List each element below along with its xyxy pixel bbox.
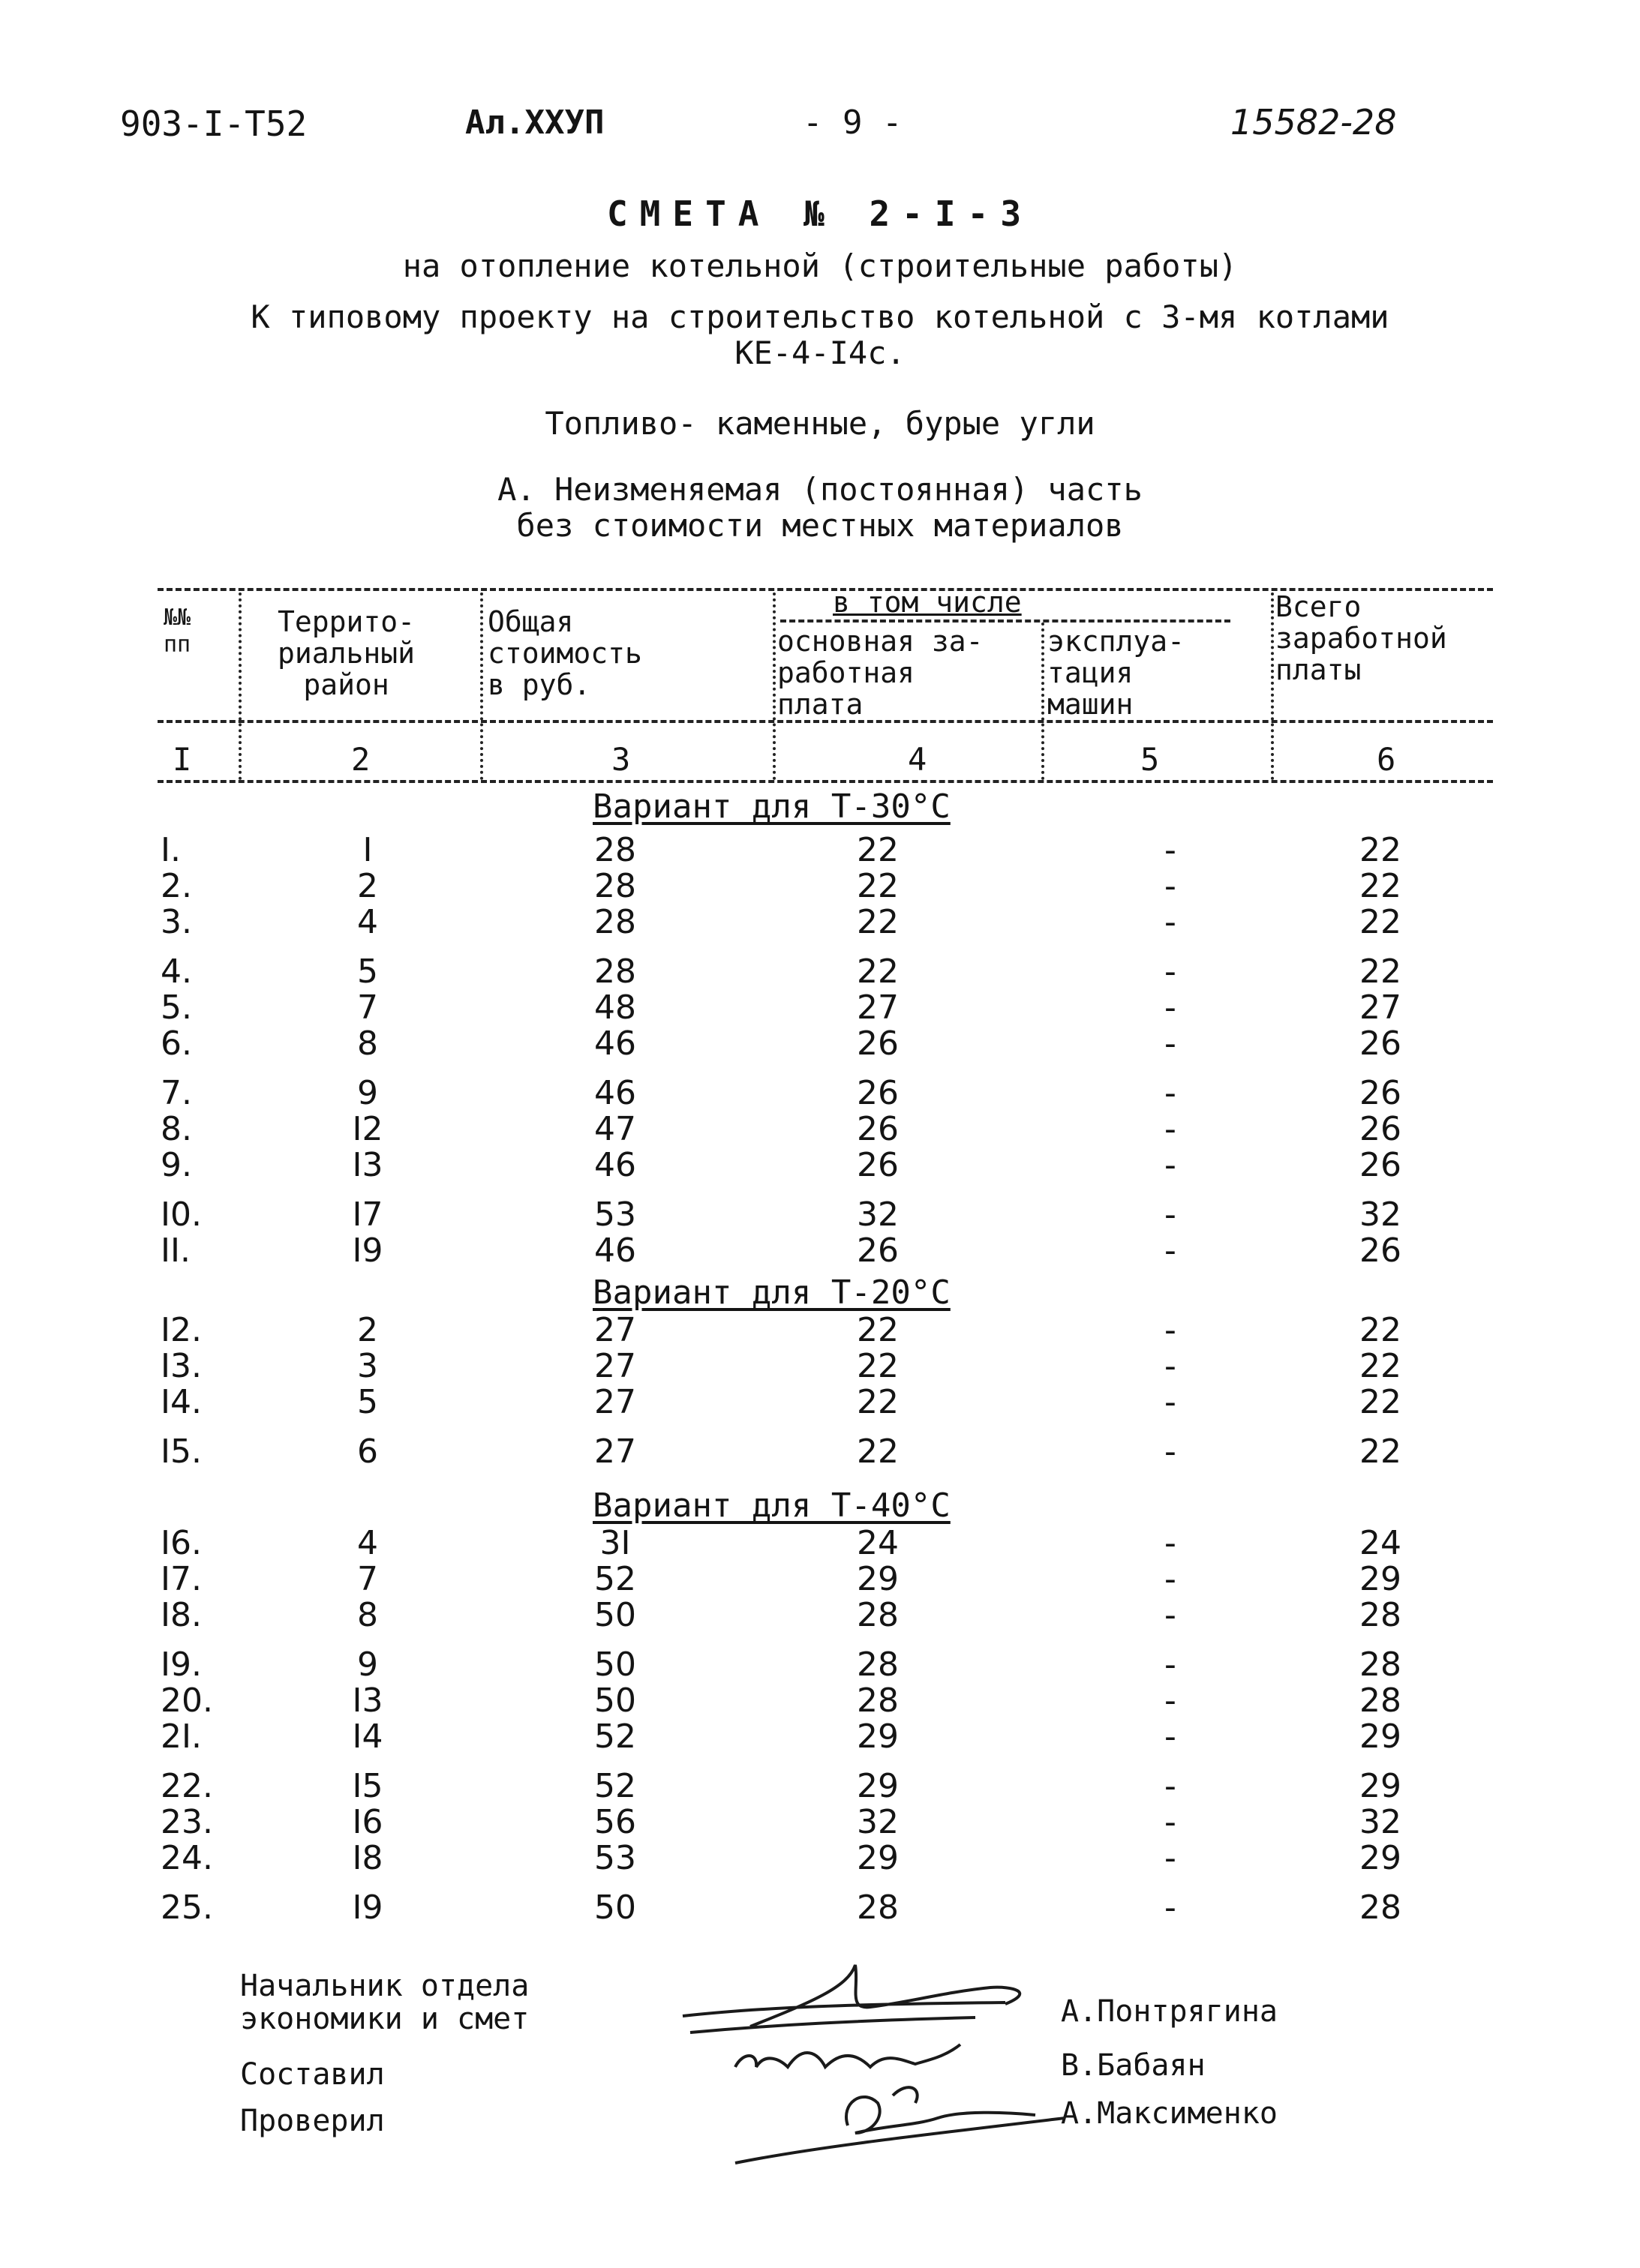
base-wage-cell: 28 (857, 1596, 899, 1634)
total-cost-cell: 47 (594, 1110, 636, 1148)
machine-cost-cell: - (1164, 1560, 1176, 1598)
base-wage-cell: 27 (857, 988, 899, 1027)
row-number: 8. (161, 1110, 192, 1148)
machine-cost-cell: - (1164, 1146, 1176, 1184)
column-number: 3 (611, 741, 631, 778)
row-number: 3. (161, 903, 192, 941)
machine-cost-cell: - (1164, 1682, 1176, 1720)
total-wage-cell: 26 (1359, 1232, 1401, 1270)
row-number: I5. (161, 1432, 202, 1471)
machine-cost-cell: - (1164, 903, 1176, 941)
variant-title: Вариант для Т-30°С (593, 788, 951, 826)
region-cell: I2 (352, 1110, 383, 1148)
total-wage-cell: 26 (1359, 1074, 1401, 1112)
total-cost-cell: 50 (594, 1646, 636, 1684)
column-number: 6 (1377, 741, 1396, 778)
region-cell: 9 (357, 1646, 378, 1684)
machine-cost-cell: - (1164, 831, 1176, 869)
estimate-title: СМЕТА № 2-I-3 (606, 194, 1034, 234)
machine-cost-cell: - (1164, 1596, 1176, 1634)
row-number: 2I. (161, 1718, 202, 1756)
base-wage-cell: 28 (857, 1682, 899, 1720)
machine-cost-cell: - (1164, 1383, 1176, 1421)
signer-name: А.Понтрягина (1061, 1994, 1278, 2029)
header-base-wage: основная за- работная плата (777, 625, 984, 721)
row-number: I0. (161, 1196, 202, 1234)
base-wage-cell: 22 (857, 867, 899, 905)
region-cell: I4 (352, 1718, 383, 1756)
base-wage-cell: 32 (857, 1803, 899, 1841)
total-wage-cell: 22 (1359, 1311, 1401, 1349)
fuel-type: Топливо- каменные, бурые угли (545, 405, 1095, 442)
project-code: 903-I-T52 (120, 104, 308, 144)
total-cost-cell: 46 (594, 1232, 636, 1270)
total-wage-cell: 22 (1359, 1432, 1401, 1471)
row-number: 22. (161, 1767, 213, 1805)
numbers-bottom-rule (158, 780, 1493, 783)
machine-cost-cell: - (1164, 1347, 1176, 1385)
row-number: I6. (161, 1524, 202, 1562)
machine-cost-cell: - (1164, 952, 1176, 991)
row-number: 23. (161, 1803, 213, 1841)
signer-name: В.Бабаян (1061, 2048, 1206, 2083)
total-cost-cell: 50 (594, 1888, 636, 1927)
total-cost-cell: 48 (594, 988, 636, 1027)
header-machine-operation: эксплуа- тация машин (1047, 625, 1185, 721)
region-cell: 9 (357, 1074, 378, 1112)
column-divider (1271, 592, 1274, 780)
total-cost-cell: 50 (594, 1682, 636, 1720)
part-title: А. Неизменяемая (постоянная) часть (497, 471, 1143, 508)
signer-role: Составил (240, 2057, 385, 2092)
total-cost-cell: 28 (594, 867, 636, 905)
base-wage-cell: 26 (857, 1146, 899, 1184)
base-wage-cell: 26 (857, 1074, 899, 1112)
header-total-wage: Всего заработной платы (1275, 590, 1447, 686)
header-region: Террито- риальный район (278, 605, 416, 701)
total-wage-cell: 26 (1359, 1146, 1401, 1184)
total-cost-cell: 52 (594, 1767, 636, 1805)
total-cost-cell: 27 (594, 1383, 636, 1421)
region-cell: I9 (352, 1888, 383, 1927)
total-wage-cell: 22 (1359, 903, 1401, 941)
region-cell: I8 (352, 1839, 383, 1877)
row-number: I9. (161, 1646, 202, 1684)
header-group-including: в том числе (833, 586, 1022, 619)
machine-cost-cell: - (1164, 1110, 1176, 1148)
region-cell: 2 (357, 1311, 378, 1349)
signature-image (720, 2073, 1095, 2170)
machine-cost-cell: - (1164, 1024, 1176, 1063)
total-cost-cell: 3I (599, 1524, 631, 1562)
row-number: 5. (161, 988, 192, 1027)
machine-cost-cell: - (1164, 1524, 1176, 1562)
region-cell: I6 (352, 1803, 383, 1841)
region-cell: 2 (357, 867, 378, 905)
row-number: 2. (161, 867, 192, 905)
total-wage-cell: 22 (1359, 831, 1401, 869)
group-underline (780, 620, 1230, 622)
column-number: I (173, 741, 192, 778)
row-number: I4. (161, 1383, 202, 1421)
row-number: I8. (161, 1596, 202, 1634)
row-number: 24. (161, 1839, 213, 1877)
base-wage-cell: 26 (857, 1024, 899, 1063)
base-wage-cell: 29 (857, 1718, 899, 1756)
machine-cost-cell: - (1164, 1888, 1176, 1927)
region-cell: 6 (357, 1432, 378, 1471)
total-wage-cell: 27 (1359, 988, 1401, 1027)
total-wage-cell: 32 (1359, 1803, 1401, 1841)
row-number: 25. (161, 1888, 213, 1927)
page-number: - 9 - (803, 104, 903, 142)
region-cell: 8 (357, 1024, 378, 1063)
region-cell: I3 (352, 1146, 383, 1184)
total-wage-cell: 26 (1359, 1024, 1401, 1063)
total-wage-cell: 28 (1359, 1682, 1401, 1720)
column-number: 4 (908, 741, 927, 778)
total-wage-cell: 28 (1359, 1888, 1401, 1927)
machine-cost-cell: - (1164, 1646, 1176, 1684)
total-wage-cell: 26 (1359, 1110, 1401, 1148)
total-wage-cell: 22 (1359, 867, 1401, 905)
region-cell: 4 (357, 1524, 378, 1562)
row-number: 4. (161, 952, 192, 991)
region-cell: I7 (352, 1196, 383, 1234)
region-cell: I (362, 831, 373, 869)
header-total-cost: Общая стоимость в руб. (488, 605, 642, 701)
region-cell: 8 (357, 1596, 378, 1634)
estimate-subtitle: на отопление котельной (строительные работы) (402, 248, 1238, 284)
region-cell: 4 (357, 903, 378, 941)
base-wage-cell: 24 (857, 1524, 899, 1562)
machine-cost-cell: - (1164, 1718, 1176, 1756)
column-number: 5 (1140, 741, 1160, 778)
region-cell: I3 (352, 1682, 383, 1720)
total-cost-cell: 46 (594, 1024, 636, 1063)
album-number: Ал.XXУП (465, 104, 605, 142)
total-cost-cell: 52 (594, 1560, 636, 1598)
base-wage-cell: 22 (857, 1347, 899, 1385)
base-wage-cell: 29 (857, 1839, 899, 1877)
project-reference: К типовому проекту на строительство котельной с 3-мя котлами (251, 298, 1389, 335)
row-number: 9. (161, 1146, 192, 1184)
variant-title: Вариант для Т-40°С (593, 1486, 951, 1525)
total-cost-cell: 28 (594, 903, 636, 941)
base-wage-cell: 22 (857, 1432, 899, 1471)
machine-cost-cell: - (1164, 1196, 1176, 1234)
base-wage-cell: 22 (857, 1383, 899, 1421)
region-cell: I5 (352, 1767, 383, 1805)
machine-cost-cell: - (1164, 867, 1176, 905)
base-wage-cell: 26 (857, 1110, 899, 1148)
total-wage-cell: 29 (1359, 1560, 1401, 1598)
total-cost-cell: 27 (594, 1432, 636, 1471)
column-number: 2 (351, 741, 371, 778)
total-wage-cell: 32 (1359, 1196, 1401, 1234)
total-cost-cell: 56 (594, 1803, 636, 1841)
base-wage-cell: 26 (857, 1232, 899, 1270)
part-subtitle: без стоимости местных материалов (516, 507, 1124, 544)
total-cost-cell: 46 (594, 1146, 636, 1184)
row-number: I3. (161, 1347, 202, 1385)
signer-role: Начальник отдела экономики и смет (240, 1969, 530, 2036)
row-number: 7. (161, 1074, 192, 1112)
region-cell: 7 (357, 988, 378, 1027)
machine-cost-cell: - (1164, 988, 1176, 1027)
machine-cost-cell: - (1164, 1839, 1176, 1877)
base-wage-cell: 22 (857, 903, 899, 941)
row-number: I. (161, 831, 181, 869)
base-wage-cell: 32 (857, 1196, 899, 1234)
total-wage-cell: 29 (1359, 1839, 1401, 1877)
signer-name: А.Максименко (1061, 2096, 1278, 2131)
total-cost-cell: 27 (594, 1347, 636, 1385)
total-cost-cell: 28 (594, 831, 636, 869)
total-cost-cell: 46 (594, 1074, 636, 1112)
total-wage-cell: 22 (1359, 952, 1401, 991)
variant-title: Вариант для Т-20°С (593, 1274, 951, 1312)
column-divider (239, 592, 242, 780)
row-number: 6. (161, 1024, 192, 1063)
row-number: I7. (161, 1560, 202, 1598)
signer-role: Проверил (240, 2104, 385, 2138)
total-cost-cell: 53 (594, 1196, 636, 1234)
machine-cost-cell: - (1164, 1767, 1176, 1805)
region-cell: 5 (357, 1383, 378, 1421)
base-wage-cell: 29 (857, 1560, 899, 1598)
row-number: 20. (161, 1682, 213, 1720)
boiler-model: КЕ-4-I4с. (734, 334, 906, 371)
column-divider (773, 592, 776, 780)
base-wage-cell: 22 (857, 831, 899, 869)
document-number: 15582-28 (1230, 102, 1397, 142)
total-cost-cell: 53 (594, 1839, 636, 1877)
total-cost-cell: 50 (594, 1596, 636, 1634)
machine-cost-cell: - (1164, 1074, 1176, 1112)
region-cell: 7 (357, 1560, 378, 1598)
column-divider (1041, 622, 1044, 780)
total-wage-cell: 24 (1359, 1524, 1401, 1562)
header-row-number: №№ пп (164, 604, 191, 658)
base-wage-cell: 22 (857, 952, 899, 991)
total-wage-cell: 29 (1359, 1718, 1401, 1756)
region-cell: 5 (357, 952, 378, 991)
row-number: II. (161, 1232, 191, 1270)
region-cell: I9 (352, 1232, 383, 1270)
base-wage-cell: 29 (857, 1767, 899, 1805)
machine-cost-cell: - (1164, 1232, 1176, 1270)
total-cost-cell: 28 (594, 952, 636, 991)
total-wage-cell: 28 (1359, 1646, 1401, 1684)
base-wage-cell: 28 (857, 1888, 899, 1927)
total-cost-cell: 52 (594, 1718, 636, 1756)
total-wage-cell: 22 (1359, 1383, 1401, 1421)
machine-cost-cell: - (1164, 1432, 1176, 1471)
total-wage-cell: 29 (1359, 1767, 1401, 1805)
machine-cost-cell: - (1164, 1311, 1176, 1349)
base-wage-cell: 28 (857, 1646, 899, 1684)
total-wage-cell: 28 (1359, 1596, 1401, 1634)
row-number: I2. (161, 1311, 202, 1349)
machine-cost-cell: - (1164, 1803, 1176, 1841)
base-wage-cell: 22 (857, 1311, 899, 1349)
total-cost-cell: 27 (594, 1311, 636, 1349)
column-divider (480, 592, 483, 780)
total-wage-cell: 22 (1359, 1347, 1401, 1385)
region-cell: 3 (357, 1347, 378, 1385)
